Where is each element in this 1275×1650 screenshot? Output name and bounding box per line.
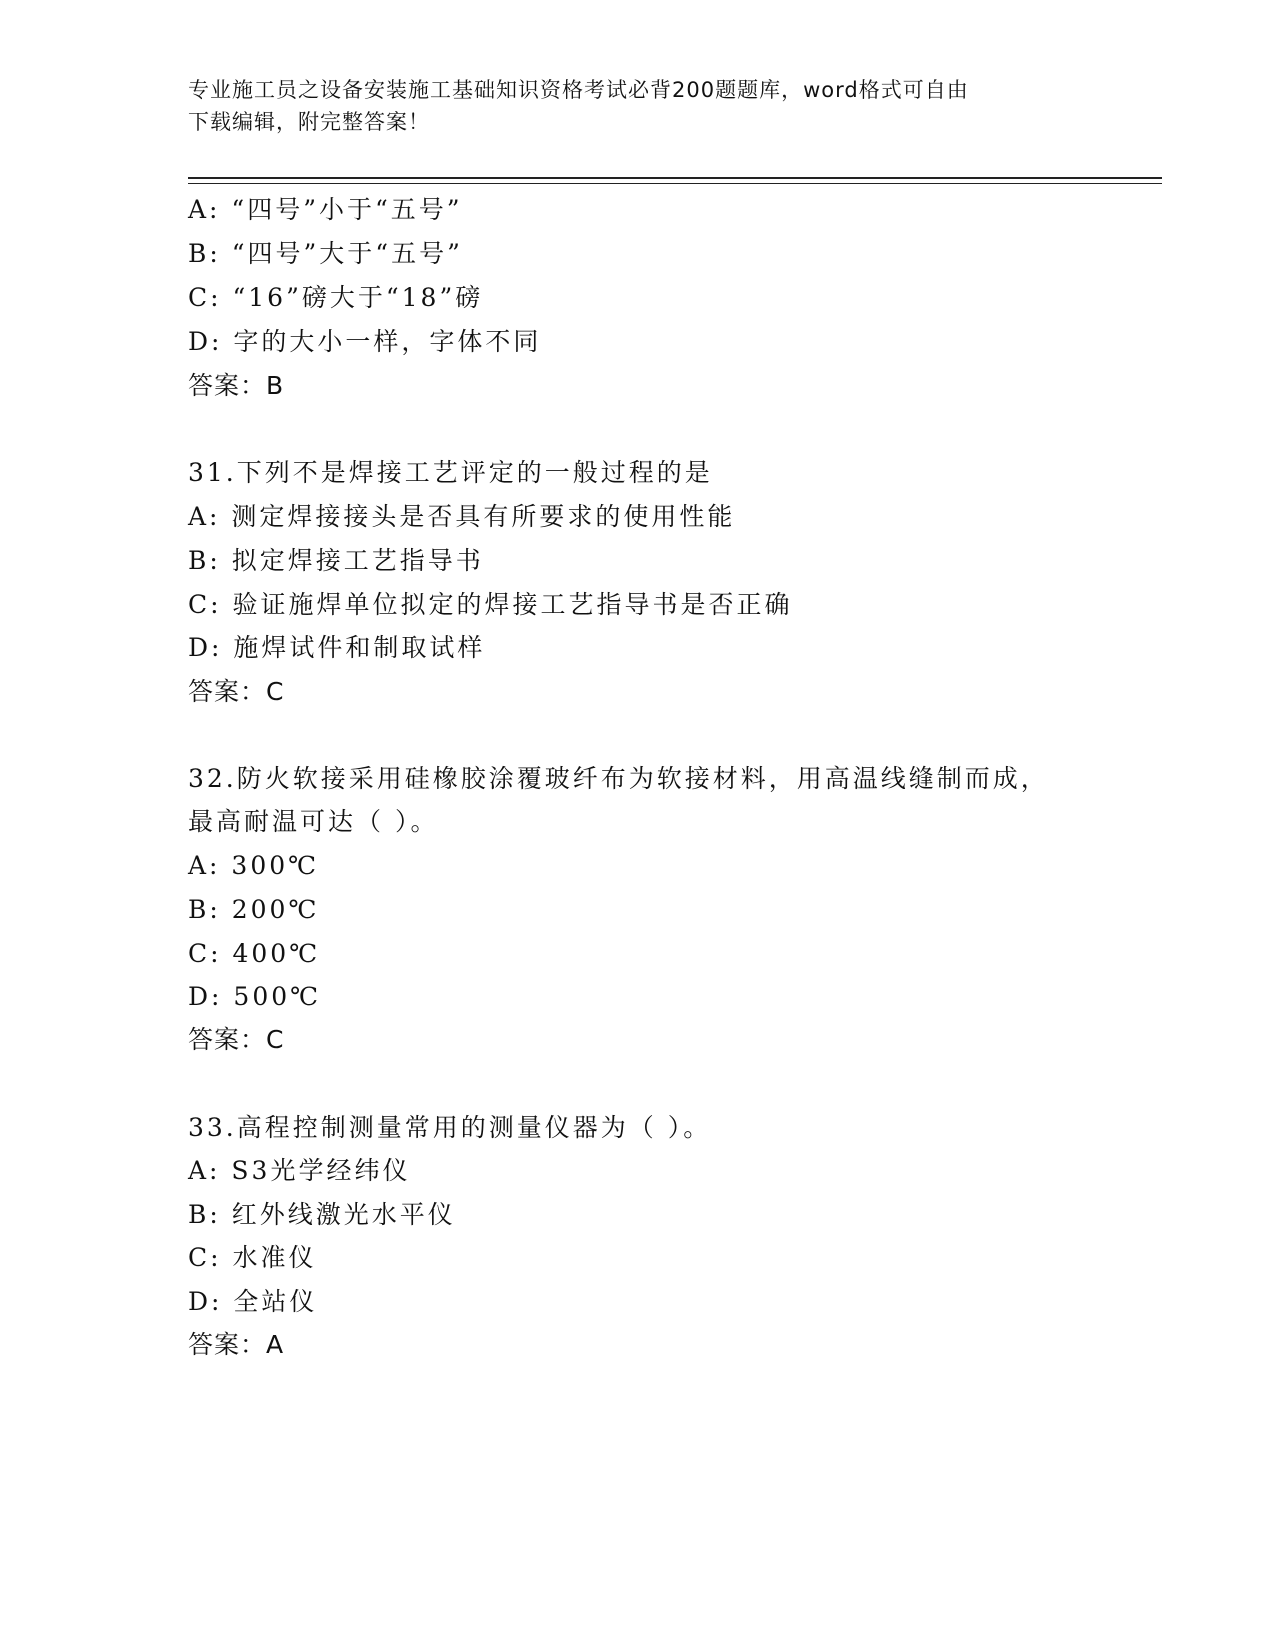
q33-option-d: D: 全站仪	[188, 1287, 318, 1316]
q33-option-b: B: 红外线激光水平仪	[188, 1200, 456, 1229]
header-divider-thin	[188, 183, 1162, 184]
q32-option-a: A: 300℃	[188, 851, 320, 880]
q32-stem-line-1: 32.防火软接采用硅橡胶涂覆玻纤布为软接材料，用高温线缝制而成，	[188, 764, 1049, 793]
q32-stem-line-2: 最高耐温可达（ ）。	[188, 807, 439, 836]
q30-option-c: C: “16”磅大于“18”磅	[188, 283, 484, 312]
header-divider-thick	[188, 177, 1162, 179]
q30-option-d: D: 字的大小一样，字体不同	[188, 327, 542, 356]
q30-option-a: A: “四号”小于“五号”	[188, 195, 463, 224]
q33-option-a: A: S3光学经纬仪	[188, 1156, 411, 1185]
q30-answer: 答案：B	[188, 371, 285, 400]
q31-option-d: D: 施焊试件和制取试样	[188, 633, 486, 662]
q32-option-b: B: 200℃	[188, 895, 320, 924]
q33-answer: 答案：A	[188, 1330, 285, 1359]
q33-option-c: C: 水准仪	[188, 1243, 317, 1272]
q31-option-a: A: 测定焊接接头是否具有所要求的使用性能	[188, 502, 736, 531]
q31-option-c: C: 验证施焊单位拟定的焊接工艺指导书是否正确	[188, 590, 793, 619]
q32-answer: 答案：C	[188, 1025, 285, 1054]
q31-option-b: B: 拟定焊接工艺指导书	[188, 546, 484, 575]
header-line-2: 下载编辑，附完整答案！	[188, 110, 430, 134]
q31-stem: 31.下列不是焊接工艺评定的一般过程的是	[188, 458, 713, 487]
header-line-1: 专业施工员之设备安装施工基础知识资格考试必背200题题库，word格式可自由	[188, 78, 969, 102]
q32-option-c: C: 400℃	[188, 939, 321, 968]
q32-option-d: D: 500℃	[188, 982, 322, 1011]
q33-stem: 33.高程控制测量常用的测量仪器为（ ）。	[188, 1113, 712, 1142]
q30-option-b: B: “四号”大于“五号”	[188, 239, 463, 268]
document-header	[188, 74, 1078, 138]
q31-answer: 答案：C	[188, 677, 285, 706]
